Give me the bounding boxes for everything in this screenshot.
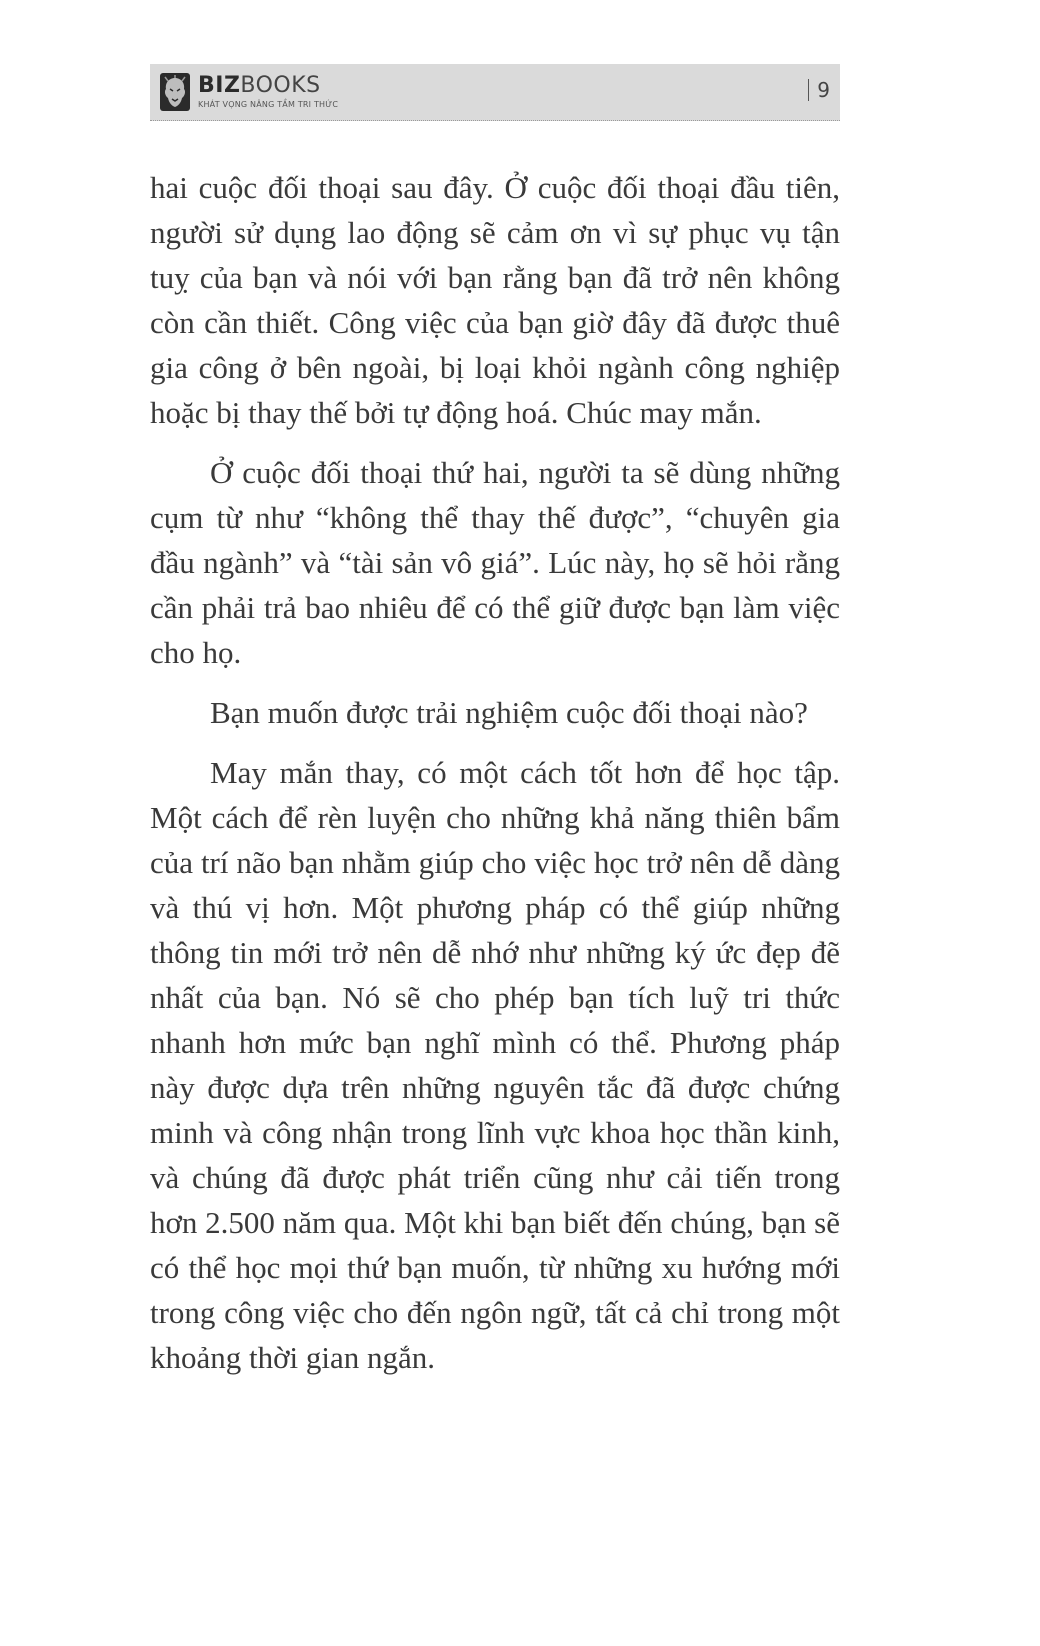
paragraph-3: Bạn muốn được trải nghiệm cuộc đối thoại nào? — [210, 695, 808, 730]
publisher-name-books: BOOKS — [240, 73, 321, 98]
running-header — [150, 64, 840, 121]
paragraph-2: Ở cuộc đối thoại thứ hai, người ta sẽ dùng những cụm từ như “không thể thay thế được”, “chuyên gia đầu ngành” và “tài sản vô giá”. Lúc này, họ sẽ hỏi rằng cần phải trả bao nhiêu để có thể giữ được bạn làm việc cho họ. — [150, 455, 840, 670]
body-text — [150, 165, 840, 1380]
publisher-tagline: KHÁT VỌNG NÂNG TẦM TRI THỨC — [198, 100, 339, 109]
paragraph-4: May mắn thay, có một cách tốt hơn để học tập. Một cách để rèn luyện cho những khả năng thiên bẩm của trí não bạn nhằm giúp cho việc học trở nên dễ dàng và thú vị hơn. Một phương pháp có thể giúp những thông tin mới trở nên dễ nhớ như những ký ức đẹp đẽ nhất của bạn. Nó sẽ cho phép bạn tích luỹ tri thức nhanh hơn mức bạn nghĩ mình có thể. Phương pháp này được dựa trên những nguyên tắc đã được chứng minh và công nhận trong lĩnh vực khoa học thần kinh, và chúng đã được phát triển cũng như cải tiến trong hơn 2.500 năm qua. Một khi bạn biết đến chúng, bạn sẽ có thể học mọi thứ bạn muốn, từ những xu hướng mới trong công việc cho đến ngôn ngữ, tất cả chỉ trong một khoảng thời gian ngắn. — [150, 755, 840, 1375]
lion-head-icon — [160, 73, 190, 111]
publisher-name-biz: BIZ — [198, 73, 241, 98]
publisher-logo — [160, 70, 338, 114]
page-number — [808, 78, 830, 102]
publisher-name — [198, 75, 338, 97]
paragraph-1: hai cuộc đối thoại sau đây. Ở cuộc đối thoại đầu tiên, người sử dụng lao động sẽ cảm ơn vì sự phục vụ tận tuỵ của bạn và nói với bạn rằng bạn đã trở nên không còn cần thiết. Công việc của bạn giờ đây đã được thuê gia công ở bên ngoài, bị loại khỏi ngành công nghiệp hoặc bị thay thế bởi tự động hoá. Chúc may mắn. — [150, 170, 840, 430]
page-number-value: 9 — [817, 78, 830, 102]
page-number-divider — [808, 79, 809, 101]
